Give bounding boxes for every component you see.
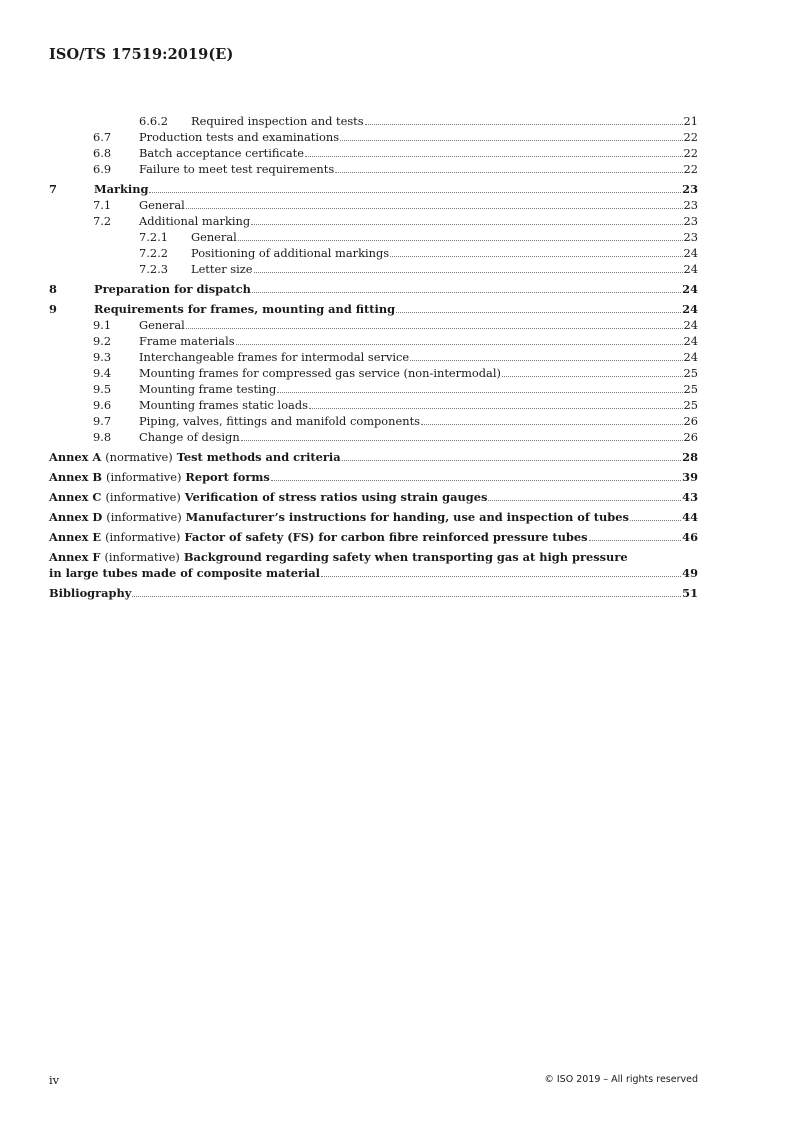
leader-dots [277,381,682,393]
toc-entry[interactable] [49,333,698,349]
toc-annex[interactable] [49,469,698,485]
toc-entry-title: Piping, valves, fittings and manifold components [139,414,420,428]
toc-annex-page: 49 [682,566,698,580]
leader-dots [186,197,683,209]
table-of-contents [49,113,698,601]
annex-title: Manufacturer’s instructions for handing, use and inspection of tubes [185,510,629,524]
toc-entry-number: 7.2.3 [139,262,168,276]
annex-label: Annex B [49,470,103,484]
toc-annex-heading [49,509,629,525]
toc-entry-title: General [139,198,185,212]
toc-section-number: 8 [49,282,57,296]
toc-entry-page: 22 [683,162,698,176]
toc-entry-number: 6.8 [93,146,112,160]
toc-entry-page: 25 [683,398,698,412]
toc-entry-title: Required inspection and tests [191,114,364,128]
toc-entry-page: 26 [683,414,698,428]
annex-title: Factor of safety (FS) for carbon fibre reinforced pressure tubes [184,530,588,544]
toc-section-title: Preparation for dispatch [94,282,251,296]
annex-label: Annex C [49,490,102,504]
toc-annex-page: 39 [682,470,698,484]
toc-entry[interactable] [49,413,698,429]
toc-entry-page: 24 [683,262,698,276]
annex-label: Annex F [49,550,101,564]
toc-annex-heading [49,529,588,545]
toc-entry-title: Letter size [191,262,253,276]
leader-dots [421,413,683,425]
toc-entry[interactable] [49,161,698,177]
annex-title-line2: in large tubes made of composite material [49,566,321,580]
toc-entry-title: General [191,230,237,244]
toc-section[interactable] [49,301,698,317]
toc-annex[interactable] [49,549,698,581]
leader-dots [132,585,681,597]
toc-annex[interactable] [49,509,698,525]
toc-annex-heading [49,449,341,465]
annex-title: Report forms [185,470,270,484]
toc-entry[interactable] [49,245,698,261]
toc-entry[interactable] [49,145,698,161]
annex-label: Annex A [49,450,102,464]
toc-entry-title: Failure to meet test requirements [139,162,335,176]
annex-label: Annex D [49,510,103,524]
leader-dots [630,509,681,521]
toc-section-page: 24 [682,282,698,296]
toc-entry-number: 9.2 [93,334,112,348]
toc-entry-page: 25 [683,382,698,396]
toc-entry-number: 9.7 [93,414,112,428]
leader-dots [342,449,682,461]
toc-section-page: 23 [682,182,698,196]
leader-dots [254,261,683,273]
leader-dots [149,181,681,193]
leader-dots [390,245,682,257]
annex-title: Test methods and criteria [176,450,341,464]
toc-entry[interactable] [49,317,698,333]
toc-entry-page: 24 [683,246,698,260]
toc-entry-number: 9.1 [93,318,112,332]
annex-label: Annex E [49,530,102,544]
toc-entry-number: 9.3 [93,350,112,364]
leader-dots [488,489,681,501]
toc-entry[interactable] [49,213,698,229]
leader-dots [305,145,683,157]
leader-dots [396,301,681,313]
toc-entry-page: 24 [683,318,698,332]
leader-dots [252,281,681,293]
toc-entry-page: 23 [683,214,698,228]
toc-entry-page: 25 [683,366,698,380]
toc-entry-page: 21 [683,114,698,128]
toc-entry-title: Change of design [139,430,240,444]
toc-entry-number: 9.8 [93,430,112,444]
toc-entry[interactable] [49,229,698,245]
toc-annex-heading [49,469,270,485]
leader-dots [335,161,682,173]
toc-entry-title: General [139,318,185,332]
leader-dots [241,429,683,441]
toc-entry-number: 7.2.1 [139,230,168,244]
toc-section-title: Marking [94,182,149,196]
document-id: ISO/TS 17519:2019(E) [49,46,234,63]
leader-dots [186,317,683,329]
toc-entry[interactable] [49,261,698,277]
toc-entry-number: 7.2.2 [139,246,168,260]
leader-dots [236,333,683,345]
bibliography-page: 51 [682,586,698,600]
copyright-notice: © ISO 2019 – All rights reserved [544,1074,698,1085]
toc-section-number: 9 [49,302,57,316]
annex-type: (informative) [104,550,180,564]
leader-dots [321,565,681,577]
toc-annex-page: 46 [682,530,698,544]
toc-entry-title: Mounting frames for compressed gas service (non-intermodal) [139,366,501,380]
toc-entry-title: Batch acceptance certificate [139,146,304,160]
page-number: iv [49,1073,60,1087]
toc-section[interactable] [49,281,698,297]
toc-entry-number: 9.4 [93,366,112,380]
annex-type: (normative) [105,450,173,464]
toc-entry-number: 9.5 [93,382,112,396]
toc-entry-title: Frame materials [139,334,235,348]
toc-entry[interactable] [49,397,698,413]
toc-section-number: 7 [49,182,57,196]
toc-entry-number: 7.1 [93,198,112,212]
toc-entry-page: 23 [683,198,698,212]
toc-entry-title: Positioning of additional markings [191,246,390,260]
toc-entry-number: 6.7 [93,130,112,144]
toc-entry[interactable] [49,365,698,381]
toc-annex-heading [49,489,487,505]
toc-entry-title: Mounting frames static loads [139,398,308,412]
annex-type: (informative) [105,490,181,504]
toc-entry[interactable] [49,381,698,397]
toc-annex[interactable] [49,529,698,545]
leader-dots [502,365,683,377]
toc-entry-page: 22 [683,130,698,144]
annex-type: (informative) [105,530,181,544]
toc-entry-number: 7.2 [93,214,112,228]
toc-annex-page: 44 [682,510,698,524]
toc-section[interactable] [49,181,698,197]
toc-entry[interactable] [49,197,698,213]
toc-entry-page: 26 [683,430,698,444]
toc-entry[interactable] [49,429,698,445]
leader-dots [309,397,683,409]
leader-dots [410,349,682,361]
toc-annex-heading [49,549,628,565]
toc-annex-page: 43 [682,490,698,504]
toc-entry-title: Mounting frame testing [139,382,277,396]
leader-dots [251,213,682,225]
toc-annex[interactable] [49,449,698,465]
toc-entry[interactable] [49,349,698,365]
toc-entry-page: 24 [683,334,698,348]
toc-bibliography[interactable] [49,585,698,601]
bibliography-title: Bibliography [49,586,132,600]
toc-entry-number: 9.6 [93,398,112,412]
leader-dots [238,229,683,241]
leader-dots [589,529,682,541]
annex-type: (informative) [106,470,182,484]
toc-section-title: Requirements for frames, mounting and fitting [94,302,396,316]
toc-entry-number: 6.6.2 [139,114,168,128]
leader-dots [340,129,682,141]
annex-type: (informative) [106,510,182,524]
leader-dots [271,469,681,481]
toc-entry-title: Production tests and examinations [139,130,340,144]
annex-title-line1: Background regarding safety when transporting gas at high pressure [183,550,628,564]
toc-section-page: 24 [682,302,698,316]
toc-entry-page: 23 [683,230,698,244]
annex-title: Verification of stress ratios using strain gauges [184,490,488,504]
toc-annex[interactable] [49,489,698,505]
leader-dots [365,113,683,125]
toc-entry-page: 24 [683,350,698,364]
toc-entry[interactable] [49,129,698,145]
toc-entry-title: Additional marking [139,214,251,228]
toc-entry-page: 22 [683,146,698,160]
toc-entry-title: Interchangeable frames for intermodal service [139,350,410,364]
toc-annex-page: 28 [682,450,698,464]
toc-entry[interactable] [49,113,698,129]
toc-entry-number: 6.9 [93,162,112,176]
